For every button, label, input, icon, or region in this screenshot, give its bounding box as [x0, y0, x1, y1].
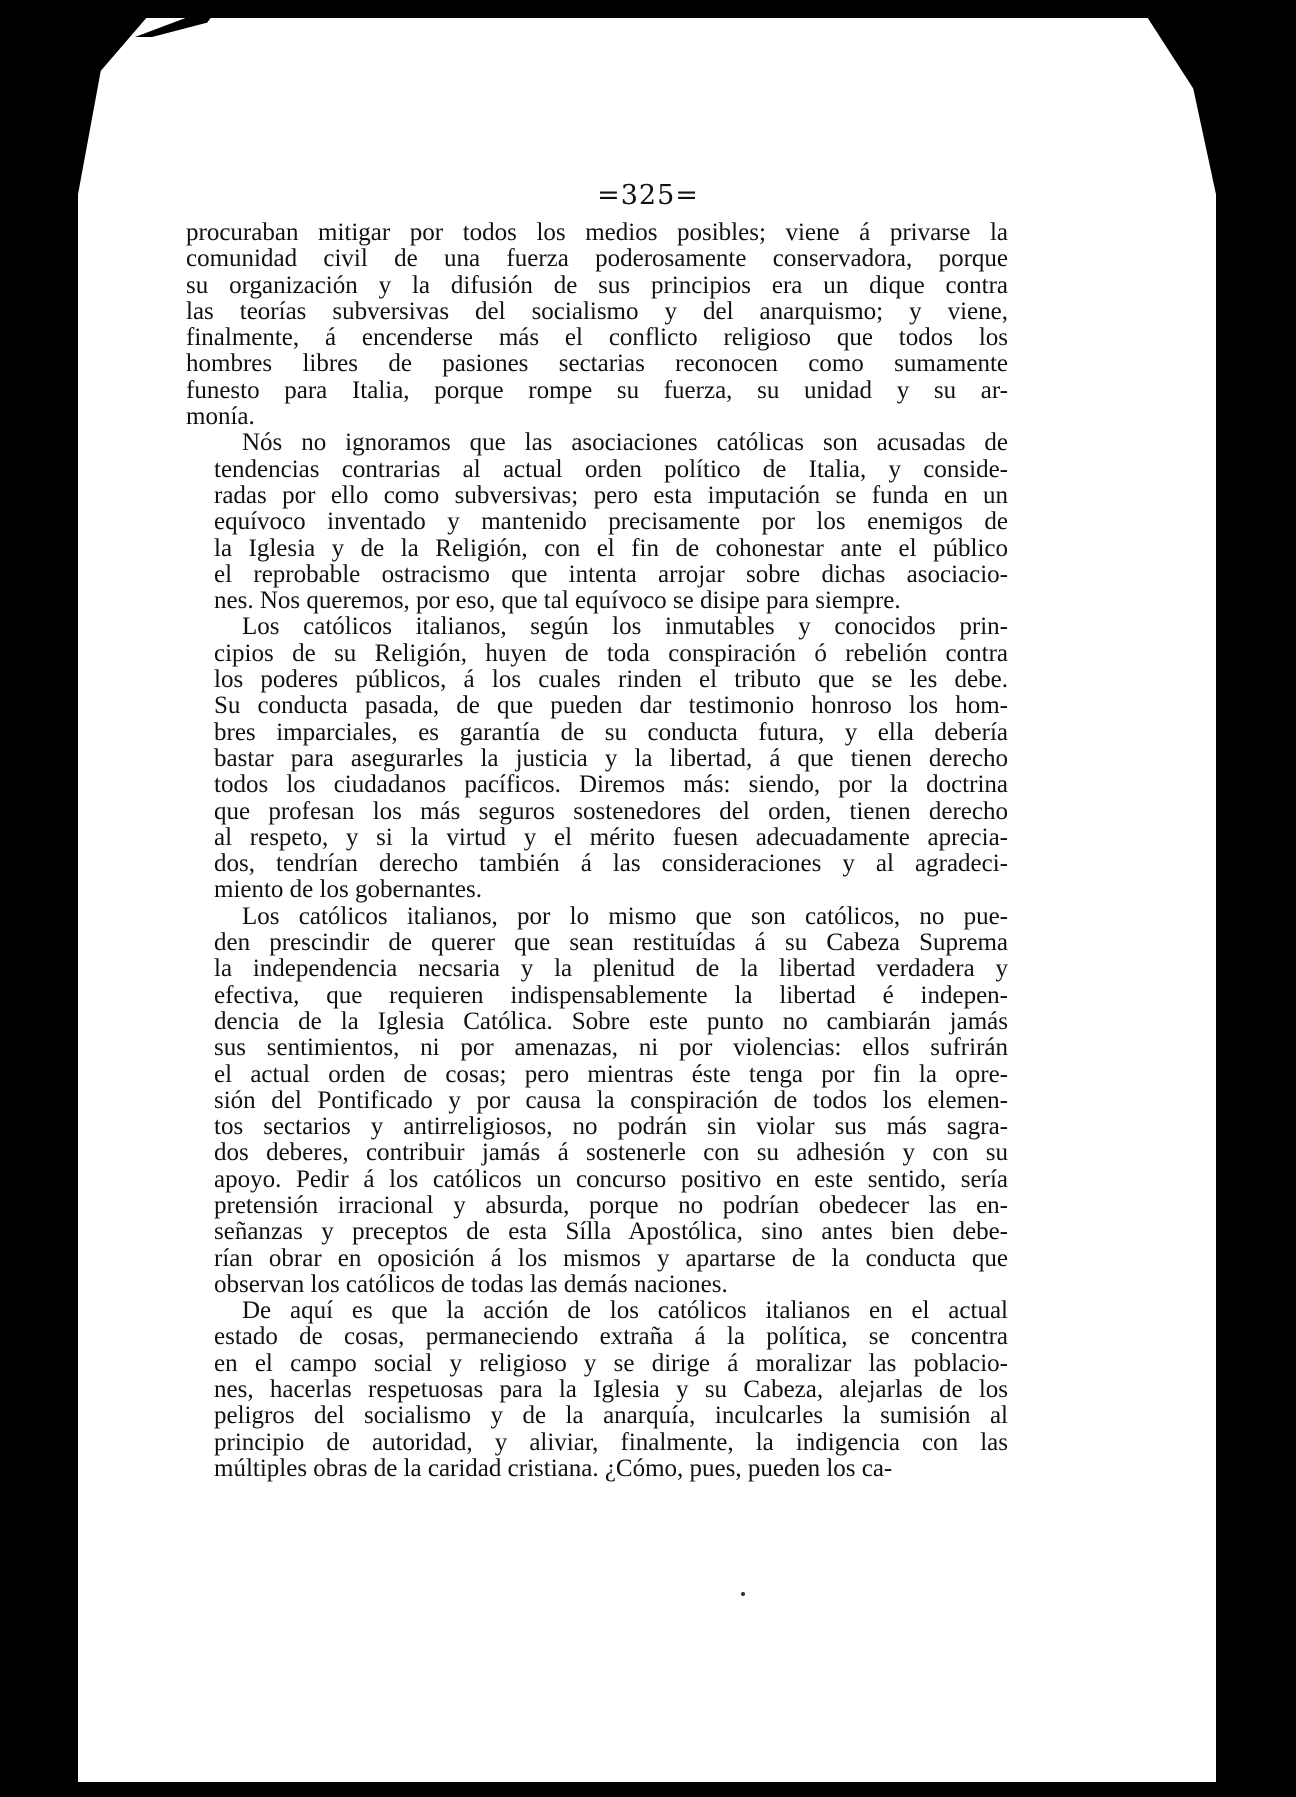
text-line: la Iglesia y de la Religión, con el fin de cohonestar ante el público [214, 534, 1008, 562]
text-line: el reprobable ostracismo que intenta arrojar sobre dichas asociacio- [214, 560, 1008, 588]
text-line: tos sectarios y antirreligiosos, no podrán sin violar sus más sagra- [214, 1113, 1008, 1141]
text-line: apoyo. Pedir á los católicos un concurso positivo en este sentido, sería [214, 1165, 1008, 1193]
text-line: monía. [186, 403, 255, 431]
text-line: pretensión irracional y absurda, porque no podrían obedecer las en- [214, 1191, 1008, 1219]
text-line: al respeto, y si la virtud y el mérito fuesen adecuadamente aprecia- [214, 823, 1008, 851]
text-line: nes. Nos queremos, por eso, que tal equívoco se disipe para siempre. [214, 587, 901, 615]
text-line: señanzas y preceptos de esta Sílla Apostólica, sino antes bien debe- [214, 1218, 1008, 1246]
text-line: dencia de la Iglesia Católica. Sobre este punto no cambiarán jamás [214, 1007, 1008, 1035]
text-line: múltiples obras de la caridad cristiana. ¿Cómo, pues, pueden los ca- [214, 1454, 893, 1482]
text-line: comunidad civil de una fuerza poderosamente conservadora, porque [186, 245, 1008, 273]
text-line: funesto para Italia, porque rompe su fuerza, su unidad y su ar- [186, 376, 1008, 404]
text-line: tendencias contrarias al actual orden político de Italia, y conside- [214, 455, 1008, 483]
text-line: dos deberes, contribuir jamás á sostenerle con su adhesión y con su [214, 1139, 1008, 1167]
text-line: den prescindir de querer que sean restituídas á su Cabeza Suprema [214, 929, 1008, 957]
text-line: en el campo social y religioso y se dirige á moralizar las poblacio- [214, 1349, 1008, 1377]
text-line: radas por ello como subversivas; pero esta imputación se funda en un [214, 481, 1008, 509]
text-line: Su conducta pasada, de que pueden dar testimonio honroso los hom- [214, 692, 1008, 720]
text-line: cipios de su Religión, huyen de toda conspiración ó rebelión contra [214, 639, 1008, 667]
body-text [186, 220, 1008, 1482]
paragraph [186, 1298, 1008, 1482]
text-line: rían obrar en oposición á los mismos y apartarse de la conducta que [214, 1244, 1008, 1272]
text-line: efectiva, que requieren indispensablemente la libertad é indepen- [214, 981, 1008, 1009]
text-line: peligros del socialismo y de la anarquía, inculcarles la sumisión al [214, 1402, 1008, 1430]
text-line: observan los católicos de todas las demás naciones. [214, 1270, 728, 1298]
text-line: todos los ciudadanos pacíficos. Diremos más: siendo, por la doctrina [214, 771, 1008, 799]
text-line: hombres libres de pasiones sectarias reconocen como sumamente [186, 350, 1008, 378]
text-line: miento de los gobernantes. [214, 876, 482, 904]
text-line: Los católicos italianos, según los inmutables y conocidos prin- [242, 613, 1008, 641]
text-line: Nós no ignoramos que las asociaciones católicas son acusadas de [242, 429, 1008, 457]
text-line: bastar para asegurarles la justicia y la libertad, á que tienen derecho [214, 744, 1008, 772]
text-line: Los católicos italianos, por lo mismo que son católicos, no pue- [242, 902, 1008, 930]
paragraph [186, 904, 1008, 1298]
text-line: las teorías subversivas del socialismo y del anarquismo; y viene, [186, 297, 1008, 325]
text-line: De aquí es que la acción de los católicos italianos en el actual [242, 1297, 1008, 1325]
paragraph [186, 220, 1008, 430]
text-line: la independencia necsaria y la plenitud de la libertad verdadera y [214, 955, 1008, 983]
text-line: finalmente, á encenderse más el conflicto religioso que todos los [186, 324, 1008, 352]
text-line: el actual orden de cosas; pero mientras éste tenga por fin la opre- [214, 1060, 1008, 1088]
text-line: que profesan los más seguros sostenedores del orden, tienen derecho [214, 797, 1008, 825]
paragraph [186, 430, 1008, 614]
text-line: los poderes públicos, á los cuales rinden el tributo que se les debe. [214, 666, 1008, 694]
text-line: dos, tendrían derecho también á las consideraciones y al agradeci- [214, 850, 1008, 878]
text-line: nes, hacerlas respetuosas para la Iglesia y su Cabeza, alejarlas de los [214, 1376, 1008, 1404]
ink-speck [741, 1592, 745, 1596]
text-line: sus sentimientos, ni por amenazas, ni por violencias: ellos sufrirán [214, 1034, 1008, 1062]
paragraph [186, 614, 1008, 903]
text-line: procuraban mitigar por todos los medios posibles; viene á privarse la [186, 219, 1008, 246]
text-line: principio de autoridad, y aliviar, finalmente, la indigencia con las [214, 1428, 1008, 1456]
text-line: equívoco inventado y mantenido precisamente por los enemigos de [214, 508, 1008, 536]
text-line: estado de cosas, permaneciendo extraña á la política, se concentra [214, 1323, 1008, 1351]
text-line: su organización y la difusión de sus principios era un dique contra [186, 271, 1008, 299]
page-number: =325= [597, 180, 699, 211]
text-line: bres imparciales, es garantía de su conducta futura, y ella debería [214, 718, 1008, 746]
text-line: sión del Pontificado y por causa la conspiración de todos los elemen- [214, 1086, 1008, 1114]
